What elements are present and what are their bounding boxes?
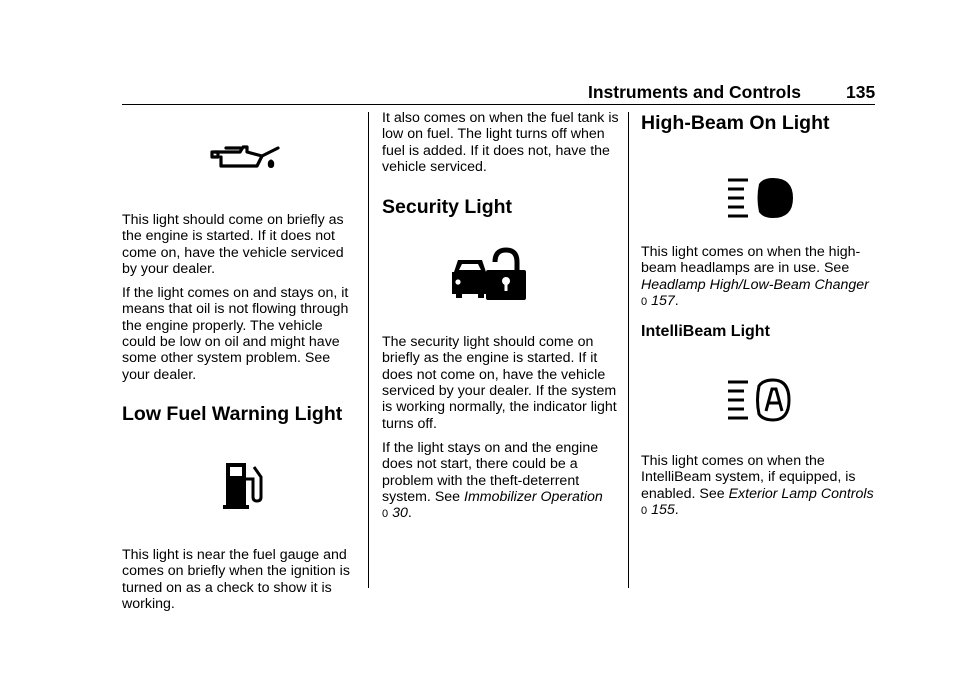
running-header-title: Instruments and Controls bbox=[588, 82, 801, 102]
immobilizer-operation-link[interactable]: Immobilizer Operation bbox=[464, 488, 603, 505]
column-3 bbox=[641, 112, 875, 527]
intellibeam-heading: IntelliBeam Light bbox=[641, 323, 770, 341]
exterior-lamp-page-ref[interactable]: 155 bbox=[651, 502, 675, 519]
column-divider-1 bbox=[368, 112, 369, 588]
page-ref-arrow: 0 bbox=[641, 295, 648, 308]
page-ref-arrow: 0 bbox=[382, 508, 389, 521]
exterior-lamp-controls-link[interactable]: Exterior Lamp Controls bbox=[728, 485, 874, 502]
column-2 bbox=[382, 110, 620, 530]
high-beam-heading: High-Beam On Light bbox=[641, 112, 830, 134]
oil-paragraph-1: This light should come on briefly as the engine is started. If it does not come on, have the vehicle serviced by your dealer. bbox=[122, 212, 344, 277]
headlamp-changer-link[interactable]: Headlamp High/Low-Beam Changer bbox=[641, 276, 869, 293]
security-heading: Security Light bbox=[382, 196, 513, 219]
page-number: 135 bbox=[846, 82, 876, 102]
column-divider-2 bbox=[628, 112, 629, 588]
high-beam-end: . bbox=[674, 292, 679, 309]
oil-paragraph-2: If the light comes on and stays on, it means that oil is not flowing through the engine properly. The vehicle could be low on oil and might have some other system problem. See your dealer. bbox=[122, 285, 349, 383]
security-paragraph-2-end: . bbox=[407, 505, 412, 522]
oil-pressure-icon bbox=[122, 112, 358, 204]
intellibeam-end: . bbox=[674, 502, 679, 519]
header-divider bbox=[122, 104, 875, 105]
low-fuel-paragraph-2: It also comes on when the fuel tank is low on fuel. The light turns off when fuel is added. If it does not, have the vehicle serviced. bbox=[382, 110, 619, 175]
page-ref-arrow: 0 bbox=[641, 505, 648, 518]
security-paragraph-2-text: If the light stays on and the engine does not start, there could be a problem with the theft-deterrent system. See bbox=[382, 439, 599, 505]
security-lock-icon bbox=[382, 220, 620, 330]
headlamp-page-ref[interactable]: 157 bbox=[651, 292, 675, 309]
security-paragraph-2 bbox=[382, 440, 620, 522]
intellibeam-icon bbox=[641, 341, 875, 449]
high-beam-text: This light comes on when the high-beam headlamps are in use. See bbox=[641, 244, 861, 277]
intellibeam-paragraph bbox=[641, 453, 875, 519]
column-1 bbox=[122, 112, 358, 620]
immobilizer-page-ref[interactable]: 30 bbox=[392, 505, 408, 522]
security-paragraph-1: The security light should come on briefly as the engine is started. If it does not come on, have the vehicle serviced by your dealer. If the system is working normally, the indicator light turns off. bbox=[382, 334, 617, 432]
low-fuel-paragraph-1: This light is near the fuel gauge and comes on briefly when the ignition is turned on as a check to show it is working. bbox=[122, 546, 350, 612]
high-beam-paragraph bbox=[641, 244, 875, 310]
fuel-pump-icon bbox=[122, 439, 358, 543]
intellibeam-text: This light comes on when the IntelliBeam system, if equipped, is enabled. See bbox=[641, 453, 856, 502]
high-beam-icon bbox=[641, 134, 875, 242]
low-fuel-heading: Low Fuel Warning Light bbox=[122, 402, 343, 425]
